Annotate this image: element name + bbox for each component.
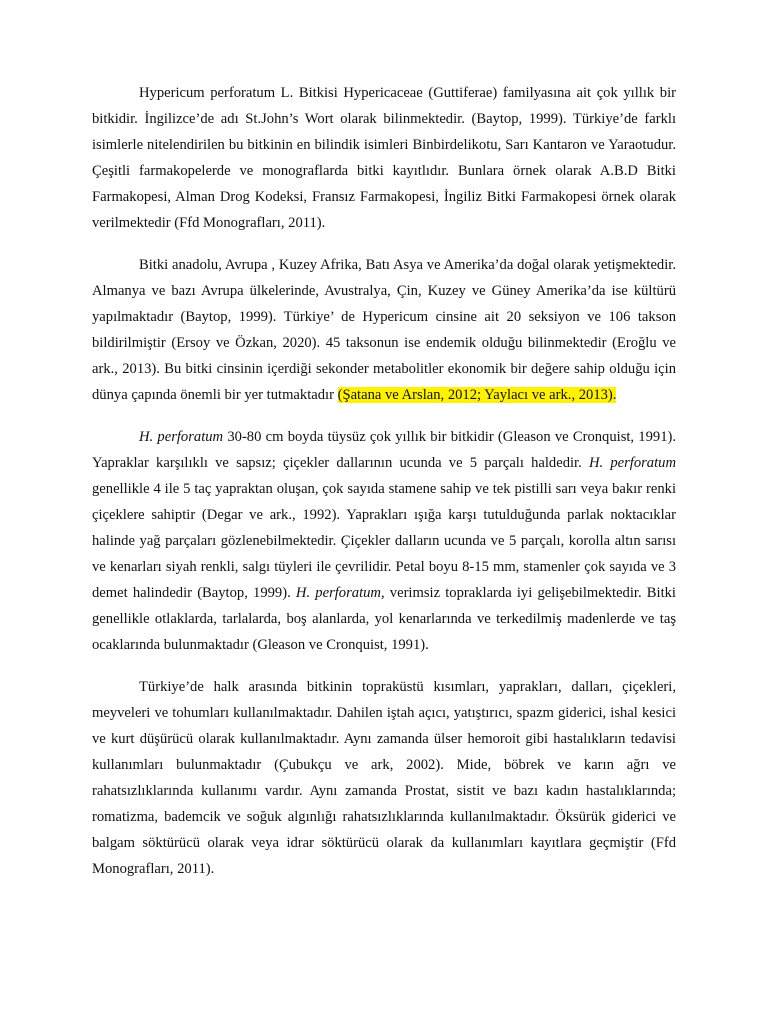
document-page [92,80,676,882]
species-name-italic: H. perforatum [588,455,676,471]
highlighted-citation: (Şatana ve Arslan, 2012; Yaylacı ve ark., 2013). [337,387,617,403]
paragraph-1 [92,80,676,236]
paragraph-4 [92,674,676,882]
paragraph-text: , verimsiz topraklarda iyi gelişebilmektedir. Bitki genellikle otlaklarda, tarlalarda, boş alanlarda, yol kenarlarında ve terkedilmiş madenlerde ve taş ocaklarında bulunmaktadır (Gleason ve Cronquist, 1991). [92,585,676,653]
paragraph-text: 30-80 cm boyda tüysüz çok yıllık bir bitkidir (Gleason ve Cronquist, 1991). Yapraklar karşılıklı ve sapsız; çiçekler dallarının ucunda ve 5 parçalı haldedir. [92,429,677,471]
paragraph-2 [92,252,676,408]
paragraph-text: Bitki anadolu, Avrupa , Kuzey Afrika, Batı Asya ve Amerika’da doğal olarak yetişmektedir. Almanya ve bazı Avrupa ülkelerinde, Avustralya, Çin, Kuzey ve Güney Amerika’da ise kültürü yapılmaktadır (Baytop, 1999). Türkiye’ de Hypericum cinsine ait 20 seksiyon ve 106 takson bildirilmiştir (Ersoy ve Özkan, 2020). 45 taksonun ise endemik olduğu bilinmektedir (Eroğlu ve ark., 2013). Bu bitki cinsinin içerdiği sekonder metabolitler ekonomik bir değere sahip olduğu için dünya çapında önemli bir yer tutmaktadır [92,257,676,403]
paragraph-text: genellikle 4 ile 5 taç yapraktan oluşan, çok sayıda stamene sahip ve tek pistilli sarı veya bakır renki çiçeklere sahiptir (Degar ve ark., 1992). Yaprakları ışığa karşı tutulduğunda parlak noktacıklar halinde yağ parçaları gözlenebilmektedir. Çiçekler dalların ucunda ve 5 parçalı, korolla altın sarısı ve kenarları siyah renkli, salgı tüyleri ile çevrilidir. Petal boyu 8-15 mm, stamenler çok sayıda ve 3 demet halindedir (Baytop, 1999). [92,481,676,601]
paragraph-text: Türkiye’de halk arasında bitkinin topraküstü kısımları, yaprakları, dalları, çiçekleri, meyveleri ve tohumları kullanılmaktadır. Dahilen iştah açıcı, yatıştırıcı, spazm giderici, ishal kesici ve kurt düşürücü olarak kullanılmaktadır. Aynı zamanda ülser hemoroit gibi hastalıkların tedavisi kullanımları bulunmaktadır (Çubukçu ve ark, 2002). Mide, böbrek ve karın ağrı ve rahatsızlıklarında kullanımı vardır. Aynı zamanda Prostat, sistit ve bazı kadın hastalıklarında; romatizma, bademcik ve soğuk algınlığı rahatsızlıklarında kullanılmaktadır. Öksürük giderici ve balgam söktürücü olarak veya idrar söktürücü olarak da kullanımları kayıtlara geçmiştir (Ffd Monografları, 2011). [92,679,676,877]
paragraph-3 [92,424,676,658]
species-name-italic: H. perforatum [295,585,381,601]
species-name-italic: H. perforatum [139,429,224,445]
paragraph-text: Hypericum perforatum L. Bitkisi Hypericaceae (Guttiferae) familyasına ait çok yıllık bir bitkidir. İngilizce’de adı St.John’s Wort olarak bilinmektedir. (Baytop, 1999). Türkiye’de farklı isimlerle nitelendirilen bu bitkinin en bilindik isimleri Binbirdelikotu, Sarı Kantaron ve Yaraotudur. Çeşitli farmakopelerde ve monograflarda bitki kayıtlıdır. Bunlara örnek olarak A.B.D Bitki Farmakopesi, Alman Drog Kodeksi, Fransız Farmakopesi, İngiliz Bitki Farmakopesi örnek olarak verilmektedir (Ffd Monografları, 2011). [92,85,676,231]
